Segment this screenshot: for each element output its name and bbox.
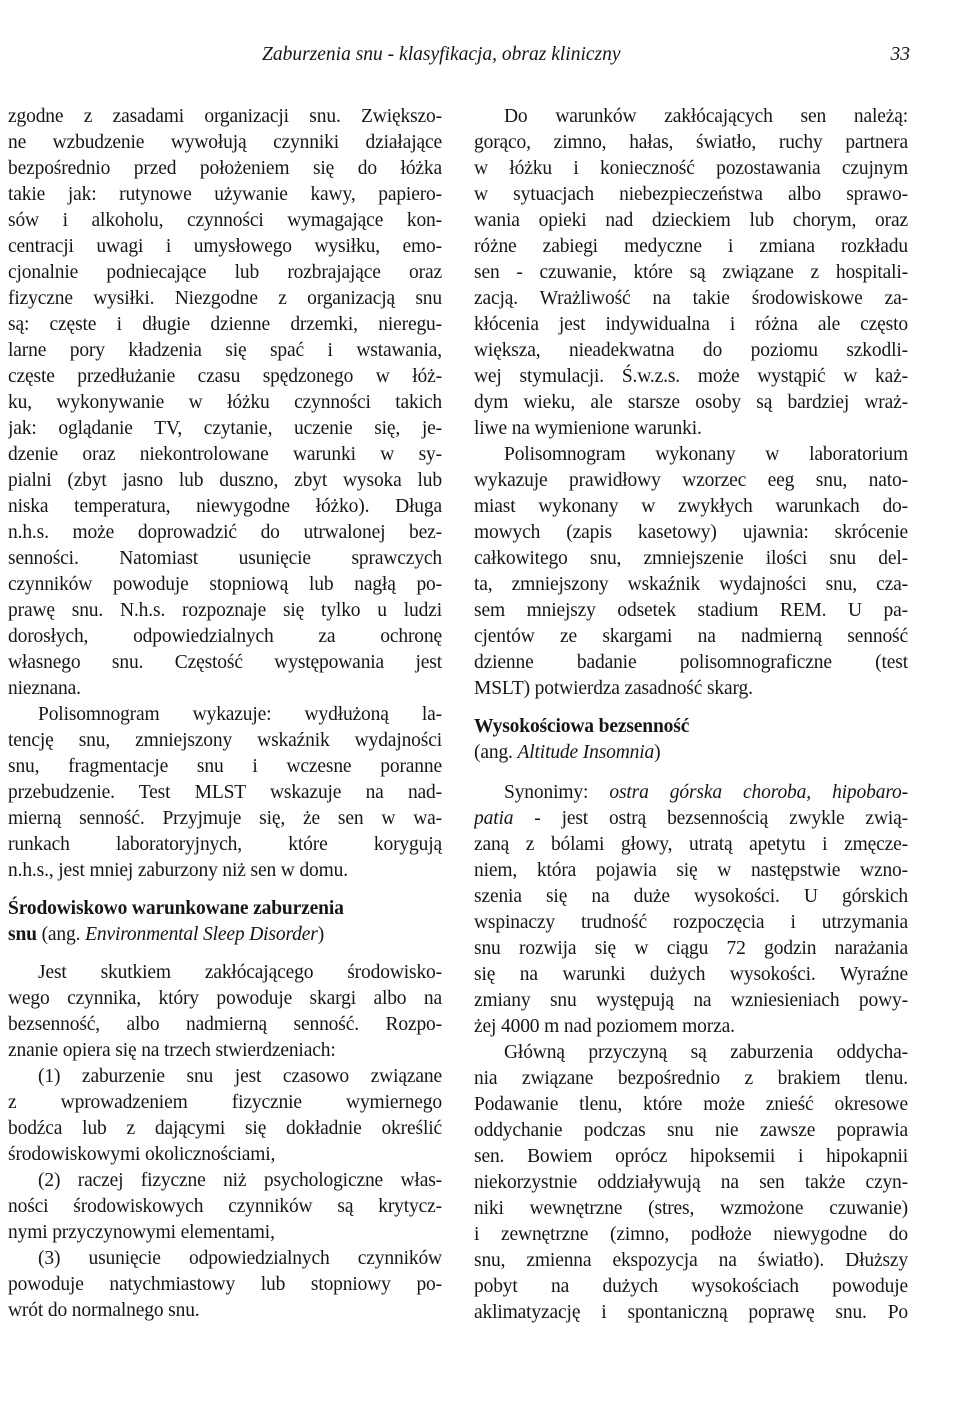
text-line: przebudzenie. Test MLST wskazuje na nad- [8,782,442,803]
text-line: centracji uwagi i umysłowego wysiłku, emo- [8,236,442,257]
text-line: mowych (zapis kasetowy) ujawnia: skrócenie [474,522,908,543]
text-line: są: częste i długie dzienne drzemki, nieregu- [8,314,442,335]
text-line: dorosłych, odpowiedzialnych za ochronę [8,626,442,647]
text-line: zacją. Wrażliwość na takie środowiskowe za- [474,288,908,309]
text-line: czynników powoduje stopniową lub nagłą po- [8,574,442,595]
paragraph-environmental-description [8,960,442,1324]
text-line: dzenie oraz niekontrolowane warunki w sy- [8,444,442,465]
text-line: MSLT) potwierdza zasadność skarg. [474,678,753,699]
text-line: wania opieki nad dzieckiem lub chorym, oraz [474,210,908,231]
page-number: 33 [890,44,910,65]
text-line: zaną z bólami głowy, utratą apetytu i zmęcze- [474,834,908,855]
text-line: larne pory kładzenia się spać i wstawania, [8,340,442,361]
text-line: wspinaczy trudność rozpoczęcia i utrzymania [474,912,908,933]
text-line: nia związane bezpośrednio z brakiem tlenu. [474,1068,908,1089]
text-line: pialni (zbyt jasno lub duszno, zbyt wysoka lub [8,470,442,491]
synonym-hipobaropatia-end: patia [474,808,514,829]
text-line: snu, zmienna ekspozycja na światło). Dłuższy [474,1250,908,1271]
text-line: z wprowadzeniem fizycznie wymiernego [8,1092,442,1113]
paragraph-altitude-description [474,832,908,1040]
text-line: ności środowiskowych czynników są krytycz- [8,1196,442,1217]
text-line: wego czynnika, który powoduje skargi albo na [8,988,442,1009]
synonyms-line-1 [474,780,908,806]
text-line: takie jak: rutynowe używanie kawy, papiero- [8,184,442,205]
text-line: powoduje natychmiastowy lub stopniowy po- [8,1274,442,1295]
text-line: gorąco, zimno, hałas, światło, ruchy partnera [474,132,908,153]
text-line: w sytuacjach niebezpieczeństwa albo sprawo- [474,184,908,205]
text-line: niska temperatura, niewygodne łóżko). Długa [8,496,442,517]
synonyms-terms: ostra górska choroba, hipobaro- [609,782,908,803]
text-line: (3) usunięcie odpowiedzialnych czynników [38,1248,442,1269]
text-line: niekorzystnie oddziaływują na sen także czyn- [474,1172,908,1193]
text-line: zgodne z zasadami organizacji snu. Zwiększo- [8,106,442,127]
paragraph-lab-polysomnogram [474,442,908,702]
text-line: wej stymulacji. Ś.w.z.s. może wystąpić w każ- [474,366,908,387]
text-line: Główną przyczyną są zaburzenia oddycha- [504,1042,908,1063]
text-line: wykazuje prawidłowy wzorzec eeg snu, nato- [474,470,908,491]
text-line: jak: oglądanie TV, czytanie, uczenie się, je- [8,418,442,439]
text-line: środowiskowymi okolicznościami, [8,1144,276,1165]
section-heading-environmental-line1: Środowiskowo warunkowane zaburzenia [8,898,344,919]
heading-ang-prefix: (ang. [36,924,86,945]
text-line: częste przedłużanie czasu spędzonego w łóż- [8,366,442,387]
text-line: w łóżku i konieczność pozostawania czujnym [474,158,908,179]
text-line: Do warunków zakłócających sen należą: [504,106,908,127]
running-title: Zaburzenia snu - klasyfikacja, obraz kliniczny [262,44,621,65]
section-heading-altitude-line1: Wysokościowa bezsenność [474,716,690,737]
text-line: własnego snu. Częstość występowania jest [8,652,442,673]
text-line: pobyt na dużych wysokościach powoduje [474,1276,908,1297]
text-line: się na warunki dużych wysokości. Wyraźne [474,964,908,985]
left-column [8,104,442,1324]
synonyms-label: Synonimy: [504,782,610,803]
text-line: szenia się na duże wysokości. U górskich [474,886,908,907]
heading-close-paren-2: ) [654,742,661,763]
text-line: n.h.s., jest mniej zaburzony niż sen w domu. [8,860,349,881]
text-line: Polisomnogram wykonany w laboratorium [504,444,908,465]
text-line: bezpośrednio przed położeniem się do łóżka [8,158,442,179]
text-line: senności. Natomiast usunięcie sprawczych [8,548,442,569]
heading-close-paren: ) [317,924,325,945]
text-line: sen - czuwanie, które są związane z hospitali- [474,262,908,283]
text-line: Jest skutkiem zakłócającego środowisko- [38,962,442,983]
text-line: niem, która pojawia się w następstwie wzno- [474,860,908,881]
paragraph-altitude-cause [474,1040,908,1326]
synonyms-line-2 [474,806,908,832]
section-heading-altitude-line2 [474,740,908,766]
text-line: sem mniejszy odsetek stadium REM. U pa- [474,600,908,621]
text-line: znanie opiera się na trzech stwierdzeniach: [8,1040,336,1061]
section-heading-environmental-line2 [8,922,442,948]
text-line: niki wewnętrzne (stres, wzmożone czuwanie) [474,1198,908,1219]
text-line: wrót do normalnego snu. [8,1300,200,1321]
text-line: Polisomnogram wykazuje: wydłużoną la- [38,704,442,725]
text-line: (1) zaburzenie snu jest czasowo związane [38,1066,442,1087]
text-line: żej 4000 m nad poziomem morza. [474,1016,735,1037]
text-line: n.h.s. może doprowadzić do utrwalonej bez- [8,522,442,543]
heading-english-name-2: Altitude Insomnia [517,742,655,763]
text-line: Podawanie tlenu, które może znieść okresowe [474,1094,908,1115]
text-line: snu rozwija się w ciągu 72 godzin narażania [474,938,908,959]
page-header [0,44,960,74]
heading-ang-prefix-2: (ang. [474,742,518,763]
text-line: ta, zmniejszony wskaźnik wydajności snu, cza- [474,574,908,595]
text-line: sów i alkoholu, czynności wymagające kon- [8,210,442,231]
heading-english-name: Environmental Sleep Disorder [85,924,318,945]
text-line: cjonalnie podniecające lub rozbrajające oraz [8,262,442,283]
text-line: aklimatyzację i spontaniczną poprawę snu. Po [474,1302,908,1323]
text-line: (2) raczej fizyczne niż psychologiczne włas- [38,1170,442,1191]
text-line: oddychanie podczas snu nie zawsze poprawia [474,1120,908,1141]
text-line: cjentów ze skargami na nadmierną senność [474,626,908,647]
paragraph-polysomnogram-findings [8,702,442,884]
text-line: dym wieku, ale starsze osoby są bardziej wraż- [474,392,908,413]
text-line: ku, wykonywanie w łóżku czynności takich [8,392,442,413]
text-line: snu, fragmentacje snu i wczesne poranne [8,756,442,777]
text-line: większa, nieadekwatna do poziomu szkodli- [474,340,908,361]
text-line: i zewnętrzne (zimno, podłoże niewygodne do [474,1224,908,1245]
heading-word-snu: snu [8,924,37,945]
text-line: sen. Bowiem oprócz hipoksemii i hipokapnii [474,1146,908,1167]
text-line: prawę snu. N.h.s. rozpoznaje się tylko u ludzi [8,600,442,621]
text-line: bodźca lub z dającymi się dokładnie określić [8,1118,442,1139]
text-line: nieznana. [8,678,81,699]
text-line: bezsenność, albo nadmierną senność. Rozpo- [8,1014,442,1035]
text-line: liwe na wymienione warunki. [474,418,702,439]
text-line: różne zabiegi medyczne i zmiana rozkładu [474,236,908,257]
text-line: kłócenia jest indywidualna i różna ale często [474,314,908,335]
text-line: fizyczne wysiłki. Niezgodne z organizacją snu [8,288,442,309]
paragraph-disturbing-conditions [474,104,908,442]
text-line: ne wzbudzenie wywołują czynniki działające [8,132,442,153]
synonyms-line-2-rest: - jest ostrą bezsennością zwykle zwią- [513,808,908,829]
text-line: tencję snu, zmniejszony wskaźnik wydajności [8,730,442,751]
text-line: nymi przyczynowymi elementami, [8,1222,275,1243]
text-line: całkowitego snu, zmniejszenie ilości snu del- [474,548,908,569]
text-line: zmiany snu występują na wzniesieniach powy- [474,990,908,1011]
text-line: miast wykonany w zwykłych warunkach do- [474,496,908,517]
paragraph-sleep-hygiene-end [8,104,442,702]
text-line: mierną senność. Przyjmuje się, że sen w wa- [8,808,442,829]
text-line: dzienne badanie polisomnograficzne (test [474,652,908,673]
text-line: runkach laboratoryjnych, które korygują [8,834,442,855]
right-column [474,104,908,1326]
